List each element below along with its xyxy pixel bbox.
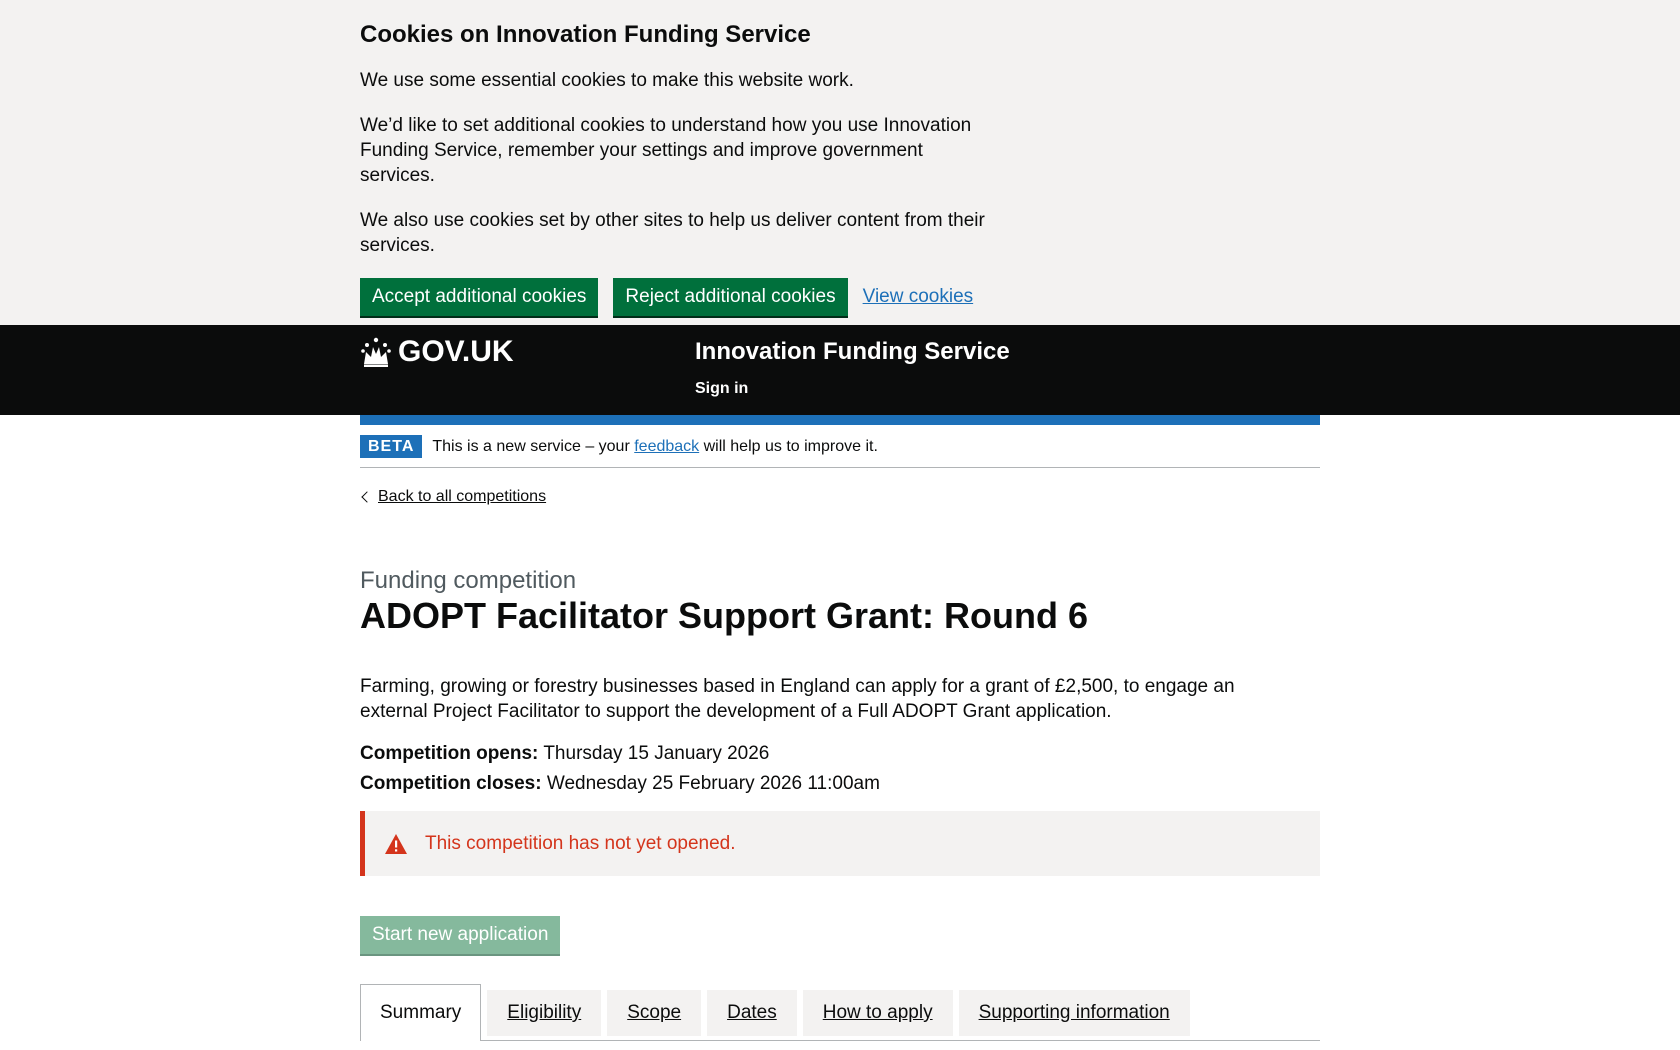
- chevron-left-icon: [361, 491, 372, 502]
- tab-supporting-information[interactable]: Supporting information: [959, 990, 1190, 1036]
- main-content: [360, 415, 1320, 1041]
- accept-cookies-button[interactable]: Accept additional cookies: [360, 278, 598, 316]
- competition-closes-value: Wednesday 25 February 2026 11:00am: [541, 773, 880, 794]
- start-new-application-button[interactable]: Start new application: [360, 916, 560, 954]
- page-caption: Funding competition: [360, 567, 577, 594]
- phase-text-after: will help us to improve it.: [699, 437, 878, 455]
- header-blue-bar: [360, 415, 1320, 425]
- cookie-banner-text-additional: We’d like to set additional cookies to understand how you use Innovation Funding Service, remember your settings and improve government services.: [360, 115, 972, 186]
- cookie-banner-actions: [360, 278, 1320, 316]
- crown-icon: [360, 336, 392, 368]
- not-open-warning: [360, 811, 1320, 876]
- back-link-label: Back to all competitions: [378, 488, 547, 505]
- site-header: [0, 325, 1680, 415]
- feedback-link[interactable]: feedback: [634, 437, 700, 455]
- competition-closes-label: Competition closes:: [360, 773, 542, 794]
- reject-cookies-button[interactable]: Reject additional cookies: [613, 278, 847, 316]
- tab-scope[interactable]: Scope: [607, 990, 701, 1036]
- back-link[interactable]: [360, 488, 1320, 506]
- competition-opens: [360, 741, 1320, 766]
- service-name-link[interactable]: Innovation Funding Service: [695, 338, 1010, 365]
- competition-opens-label: Competition opens:: [360, 743, 539, 764]
- tab-dates[interactable]: Dates: [707, 990, 797, 1036]
- tab-how-to-apply[interactable]: How to apply: [803, 990, 953, 1036]
- competition-closes: [360, 771, 1320, 796]
- competition-tabs: [360, 984, 1320, 1041]
- cookie-banner-text-third-party: We also use cookies set by other sites to help us deliver content from their services.: [360, 210, 985, 256]
- view-cookies-link[interactable]: View cookies: [862, 286, 974, 307]
- page-title: ADOPT Facilitator Support Grant: Round 6: [360, 595, 1088, 636]
- phase-text-before: This is a new service – your: [432, 437, 635, 455]
- competition-opens-value: Thursday 15 January 2026: [538, 743, 770, 764]
- govuk-logo-link[interactable]: [360, 335, 514, 369]
- warning-icon: [385, 834, 407, 854]
- cookie-banner-title: Cookies on Innovation Funding Service: [360, 21, 811, 48]
- phase-banner-text: [432, 438, 878, 456]
- sign-in-link[interactable]: Sign in: [695, 380, 749, 397]
- beta-tag: BETA: [360, 435, 422, 458]
- warning-text: This competition has not yet opened.: [425, 832, 736, 854]
- tab-summary[interactable]: Summary: [360, 984, 481, 1041]
- competition-description: Farming, growing or forestry businesses based in England can apply for a grant of £2,500, to engage an external Project Facilitator to support the development of a Full ADOPT Grant application.: [360, 676, 1235, 722]
- tab-eligibility[interactable]: Eligibility: [487, 990, 601, 1036]
- govuk-logo-text: GOV.UK: [398, 335, 514, 368]
- cookie-banner: [0, 0, 1680, 325]
- cookie-banner-text-essential: We use some essential cookies to make this website work.: [360, 70, 854, 91]
- phase-banner: [360, 425, 1320, 468]
